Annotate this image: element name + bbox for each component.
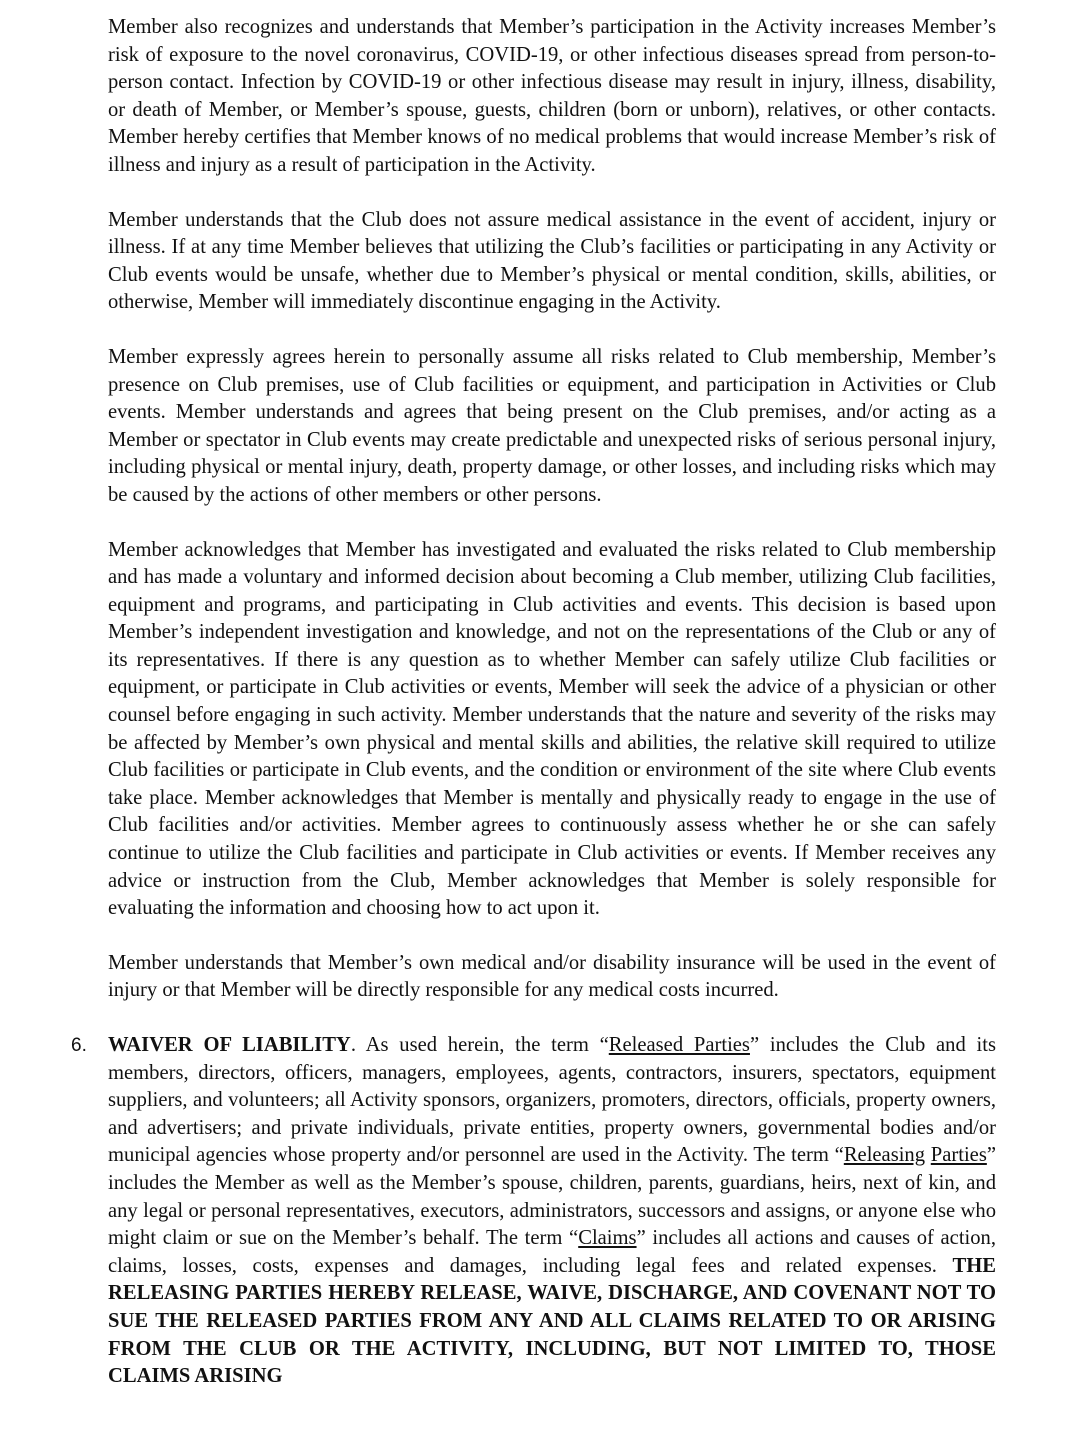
paragraph-assumption-of-risk: Member expressly agrees herein to personally assume all risks related to Club membership, Member’s presence on Club premises, use of Club facilities or equipment, and participation in Activities or Club events. Member understands and agrees that being present on the Club premises, and/or acting as a Member or spectator in Club events may create predictable and unexpected risks of serious personal injury, including physical or mental injury, death, property damage, or other losses, and including risks which may be caused by the actions of other members or other persons. [108,345,996,506]
section-waiver-of-liability [71,1032,997,1391]
section-number: 6. [71,1035,87,1056]
term-parties: Parties [930,1144,987,1167]
section-text-4: ” includes all actions and causes of action, claims, losses, costs, expenses and damages, including legal fees and related expenses. [108,1227,996,1277]
term-releasing: Releasing [843,1144,926,1167]
term-claims: Claims [578,1227,637,1250]
paragraph-member-acknowledgment: Member acknowledges that Member has investigated and evaluated the risks related to Club membership and has made a voluntary and informed decision about becoming a Club member, utilizing Club facilities, equipment and programs, and participating in Club activities and events. This decision is based upon Member’s independent investigation and knowledge, and not on the representations of the Club or any of its representatives. If there is any question as to whether Member can safely utilize Club facilities or equipment, or participate in Club activities or events, Member will seek the advice of a physician or other counsel before engaging in such activity. Member understands that the nature and severity of the risks may be affected by Member’s own physical and mental skills and abilities, the relative skill required to utilize Club facilities or participate in Club events, and the condition or environment of the site where Club events take place. Member acknowledges that Member is mentally and physically ready to engage in the use of Club facilities and/or activities. Member agrees to continuously assess whether he or she can safely continue to utilize the Club facilities and participate in Club activities or events. If Member receives any advice or instruction from the Club, Member acknowledges that Member is solely responsible for evaluating the information and choosing how to act upon it. [108,538,996,920]
section-text-3: ” includes the Member as well as the Member’s spouse, children, parents, guardians, heirs, next of kin, and any legal or personal representatives, executors, administrators, successors and assigns, or anyone else who might claim or sue on the Member’s behalf. The term “ [108,1144,996,1250]
document-page [71,14,997,1418]
paragraph-medical-assistance: Member understands that the Club does not assure medical assistance in the event of accident, injury or illness. If at any time Member believes that utilizing the Club’s facilities or participating in any Activity or Club events would be unsafe, whether due to Member’s physical or mental condition, skills, abilities, or otherwise, Member will immediately discontinue engaging in the Activity. [108,208,996,314]
release-clause-bold: THE RELEASING PARTIES HEREBY RELEASE, WAIVE, DISCHARGE, AND COVENANT NOT TO SUE THE RELEASED PARTIES FROM ANY AND ALL CLAIMS RELATED TO OR ARISING FROM THE CLUB OR THE ACTIVITY, INCLUDING, BUT NOT LIMITED TO, THOSE CLAIMS ARISING [108,1254,996,1388]
section-text-2: ” includes the Club and its members, directors, officers, managers, employees, agents, contractors, insurers, spectators, equipment suppliers, and volunteers; all Activity sponsors, organizers, promoters, directors, officials, property owners, and advertisers; and private individuals, private entities, property owners, governmental bodies and/or municipal agencies whose property and/or personnel are used in the Activity. The term “ [108,1034,997,1167]
paragraph-covid-risk: Member also recognizes and understands that Member’s participation in the Activity increases Member’s risk of exposure to the novel coronavirus, COVID-19, or other infectious diseases spread from person-to-person contact. Infection by COVID-19 or other infectious disease may result in injury, illness, disability, or death of Member, or Member’s spouse, guests, children (born or unborn), relatives, or other contacts. Member hereby certifies that Member knows of no medical problems that would increase Member’s risk of illness and injury as a result of participation in the Activity. [108,16,996,176]
section-waiver-text [108,1032,996,1391]
section-text-1: . As used herein, the term “ [350,1034,609,1056]
section-heading: WAIVER OF LIABILITY [108,1034,351,1056]
paragraph-insurance: Member understands that Member’s own medical and/or disability insurance will be used in the event of injury or that Member will be directly responsible for any medical costs incurred. [108,951,996,1002]
term-released-parties: Released Parties [608,1034,750,1056]
